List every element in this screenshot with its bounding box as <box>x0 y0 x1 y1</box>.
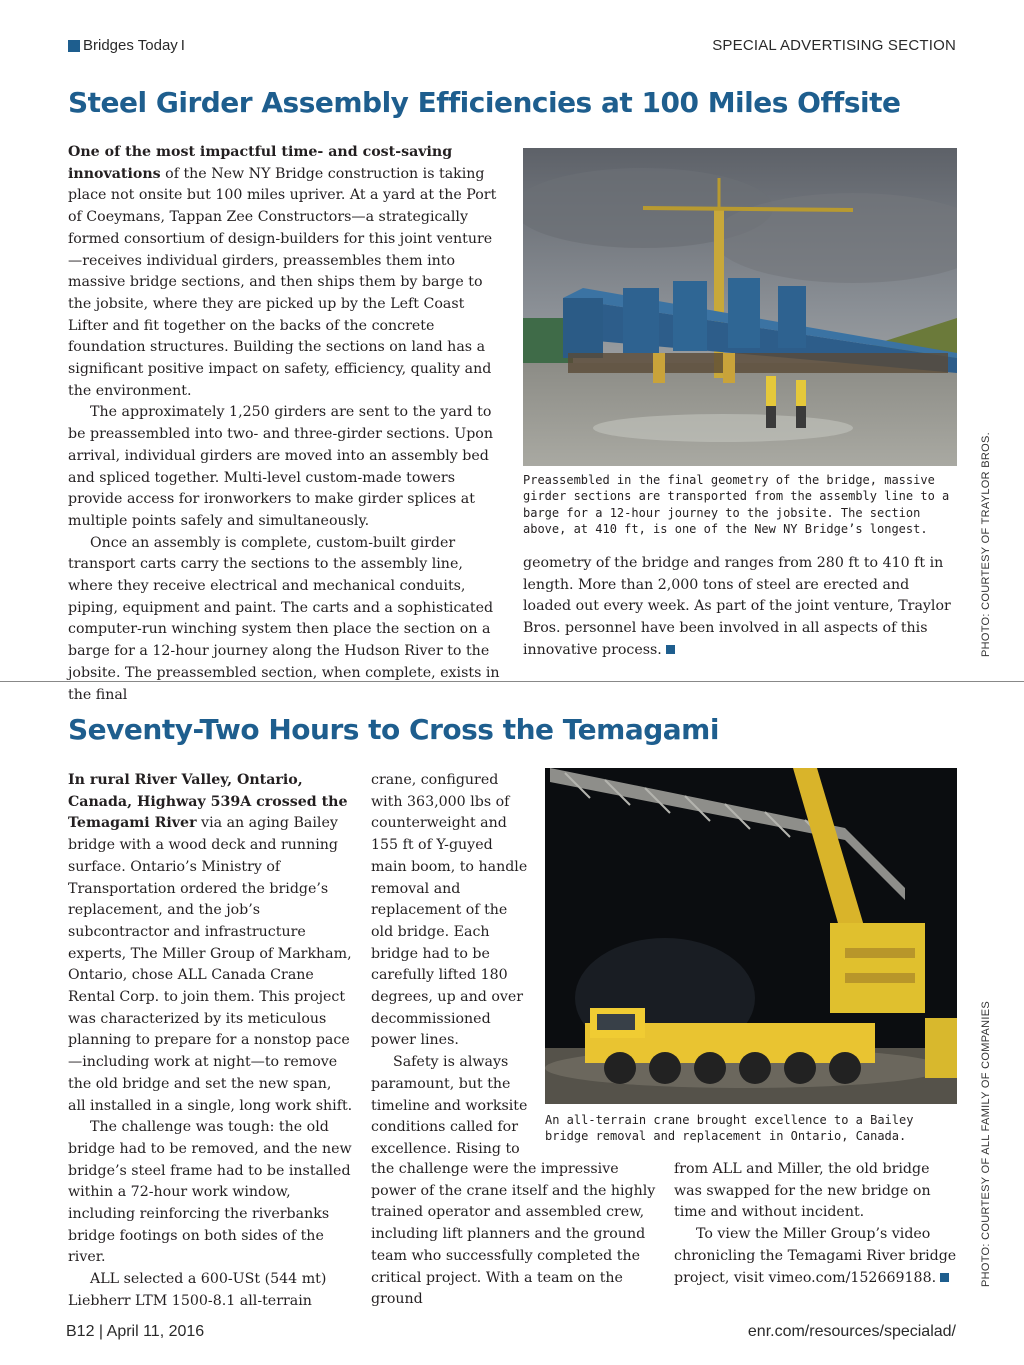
article2-photo-credit: PHOTO: COURTESY OF ALL FAMILY OF COMPANIES <box>980 1000 992 1287</box>
article2-col2-paragraph-b: Safety is always paramount, but the timeline and worksite conditions called for excellence. Rising to <box>371 1054 528 1157</box>
publication-name: Bridges Today <box>83 37 178 54</box>
article1-p1-text: of the New NY Bridge construction is taking place not onsite but 100 miles upriver. At a yard at the Port of Coeymans, Tappan Zee Constructors—a strategically formed consortium of design-builders for this joint venture—receives individual girders, preassembles them into massive bridge sections, and then ships them by barge to the jobsite, where they are picked up by the Left Coast Lifter and fit together on the backs of the concrete foundation structures. Building the sections on land has a significant positive impact on safety, efficiency, quality and the environment. <box>68 165 497 399</box>
article1-lead: One of the most impactful time- and cost-saving innovations <box>68 144 453 182</box>
end-mark-icon <box>666 645 675 654</box>
article1-body-col2 <box>523 553 957 662</box>
article1-paragraph-3: Once an assembly is complete, custom-built girder transport carts carry the sections to the assembly line, where they receive electrical and mechanical conduits, piping, equipment and paint. The carts and a sophisticated computer-run winching system then place the section on a barge for a 12-hour journey along the Hudson River to the jobsite. The preassembled section, when complete, exists in the final <box>68 534 500 703</box>
article2-col3-paragraph-a: from ALL and Miller, the old bridge was swapped for the new bridge on time and without incident. <box>674 1161 931 1221</box>
article2-p1-text: via an aging Bailey bridge with a wood deck and running surface. Ontario’s Ministry of Transportation ordered the bridge’s replacement, and the job’s subcontractor and infrastructure experts, The Miller Group of Markham, Ontario, chose ALL Canada Crane Rental Corp. to join them. This project was characterized by its meticulous planning to prepare for a nonstop pace—including work at night—to remove the old bridge and set the new span, all installed in a single, long work shift. <box>68 815 353 1114</box>
article2-paragraph-3: ALL selected a 600-USt (544 mt) Liebherr LTM 1500-8.1 all-terrain <box>68 1271 327 1309</box>
running-header <box>68 37 185 54</box>
article2-body-col2-bottom <box>371 1159 661 1311</box>
footer-separator: | <box>98 1323 107 1340</box>
article1-caption: Preassembled in the final geometry of the bridge, massive girder sections are transported from the assembly line to a barge for a 12-hour journey to the jobsite. The section above, at 410 ft, is one of the New NY Bridge’s longest. <box>523 473 950 536</box>
page-footer-left <box>66 1323 204 1341</box>
article2-body-col3 <box>674 1159 957 1289</box>
crane-night-photo <box>545 768 957 1104</box>
article1-paragraph-2: The approximately 1,250 girders are sent to the yard to be preassembled into two- and three-girder sections. Upon arrival, individual girders are moved into an assembly bed and spliced together. Multi-level custom-made towers provide access for ironworkers to make girder splices at multiple points safely and simultaneously. <box>68 404 493 529</box>
section-label: SPECIAL ADVERTISING SECTION <box>712 37 956 54</box>
article2-paragraph-1 <box>68 770 353 1117</box>
article1-photo-credit: PHOTO: COURTESY OF TRAYLOR BROS. <box>980 432 992 657</box>
article2-col3-b-text: To view the Miller Group’s video chronicling the Temagami River bridge project, visit vimeo.com/152669188. <box>674 1226 957 1286</box>
end-mark-icon <box>940 1273 949 1282</box>
article1-p3-cont-text: geometry of the bridge and ranges from 280 ft to 410 ft in length. More than 2,000 tons of steel are erected and loaded out every week. As part of the joint venture, Traylor Bros. personnel have been involved in all aspects of this innovative process. <box>523 555 951 658</box>
footer-url[interactable]: enr.com/resources/specialad/ <box>747 1323 956 1340</box>
article2-lead: In rural River Valley, Ontario, Canada, Highway 539A crossed the Temagami River <box>68 772 348 832</box>
article1-title: Steel Girder Assembly Efficiencies at 100 Miles Offsite <box>68 86 901 119</box>
article2-title: Seventy-Two Hours to Cross the Temagami <box>68 713 719 746</box>
page-number: B12 <box>66 1323 95 1340</box>
article2-col3-paragraph-b <box>674 1224 957 1289</box>
article2-caption: An all-terrain crane brought excellence to a Bailey bridge removal and replacement in Ontario, Canada. <box>545 1113 914 1144</box>
article1-body-col1 <box>68 142 502 706</box>
square-bullet-icon <box>68 40 80 52</box>
girder-assembly-photo <box>523 148 957 466</box>
article2-col2-paragraph-c: the challenge were the impressive power of the crane itself and the highly trained operator and assembled crew, including lift planners and the ground team who successfully completed the critical project. With a team on the ground <box>371 1161 656 1308</box>
article2-body-col2-top <box>371 770 531 1161</box>
article2-paragraph-2: The challenge was tough: the old bridge had to be removed, and the new bridge’s steel frame had to be installed within a 72-hour work window, including reinforcing the riverbanks bridge footings on both sides of the river. <box>68 1119 352 1266</box>
issue-date: April 11, 2016 <box>106 1323 205 1340</box>
section-divider <box>0 681 1024 682</box>
article2-col2-paragraph-a: crane, configured with 363,000 lbs of counterweight and 155 ft of Y-guyed main boom, to handle removal and replacement of the old bridge. Each bridge had to be carefully lifted 180 degrees, up and over decommissioned power lines. <box>371 772 528 1049</box>
article2-body-col1 <box>68 770 353 1313</box>
article1-paragraph-1 <box>68 142 502 402</box>
article1-paragraph-3-continued <box>523 553 957 662</box>
header-separator: I <box>180 37 185 54</box>
